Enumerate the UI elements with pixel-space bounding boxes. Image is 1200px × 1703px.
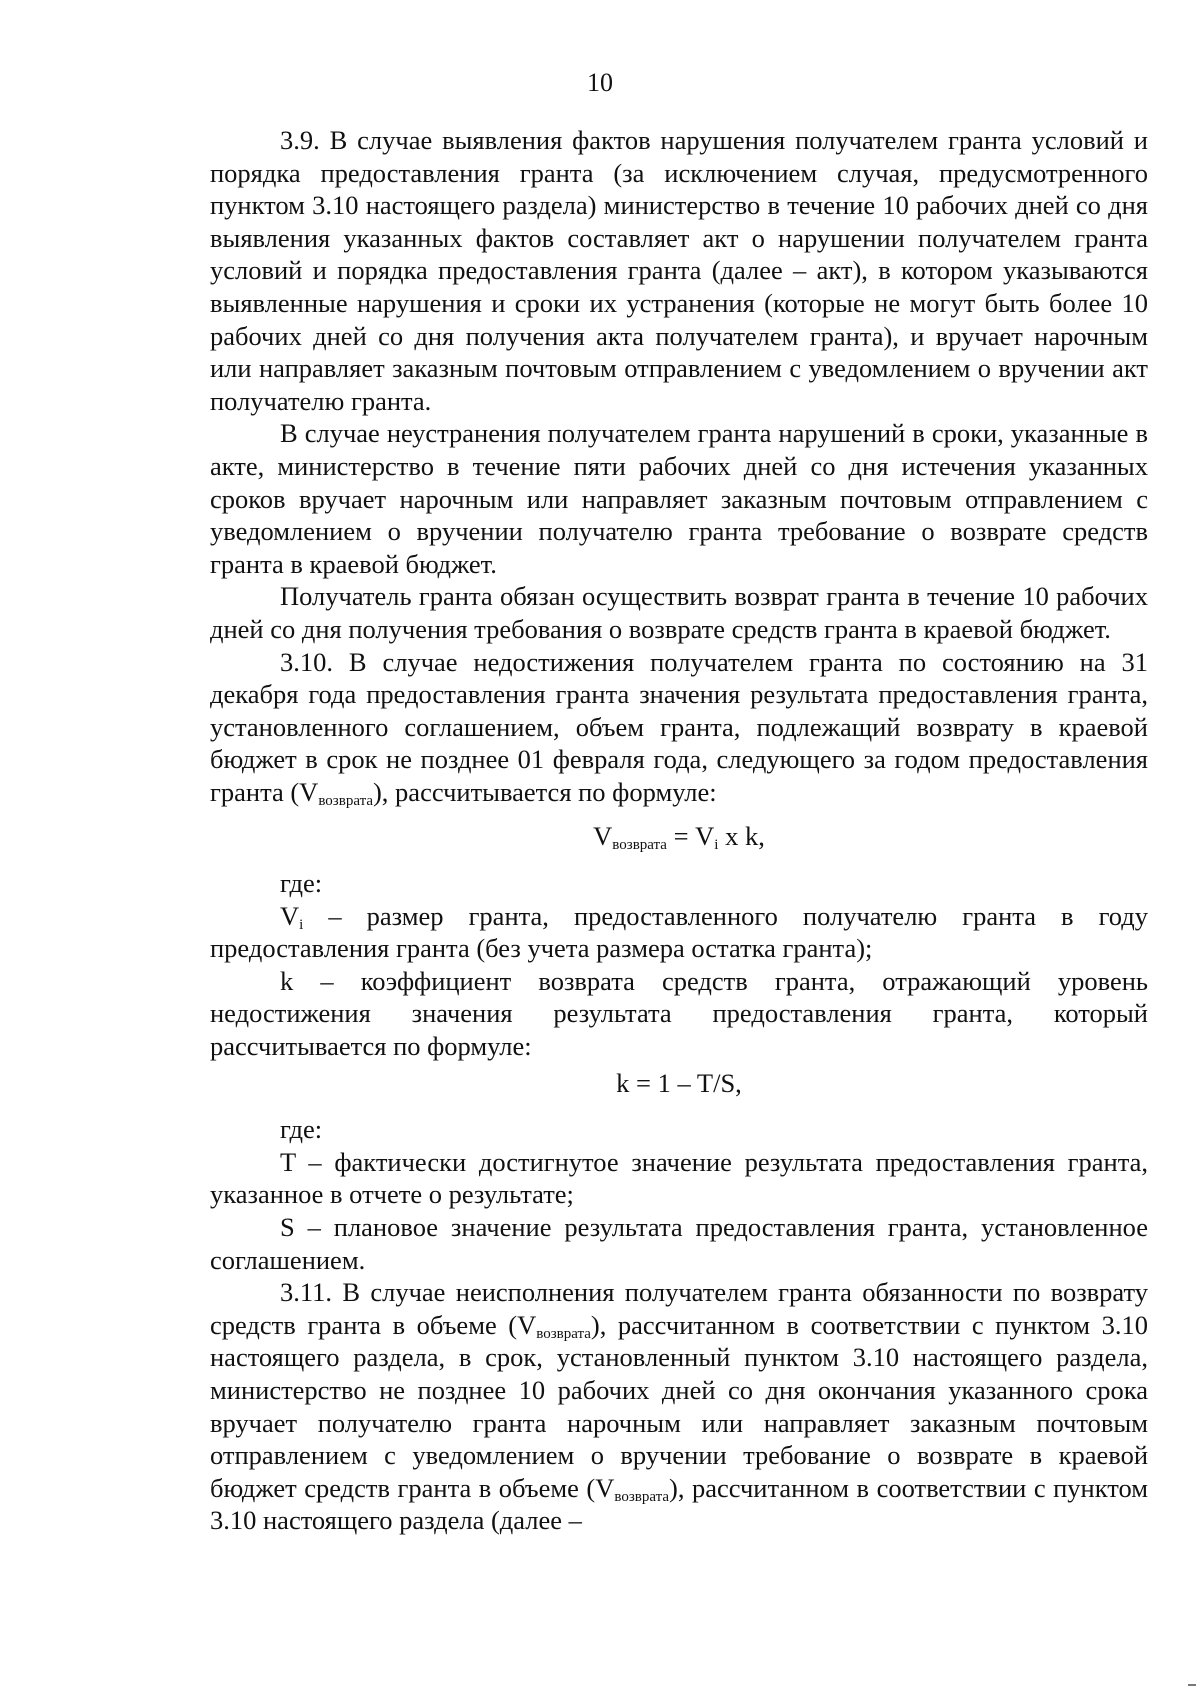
formula-equals-vi: = V	[666, 821, 715, 852]
paragraph-3-9: 3.9. В случае выявления фактов нарушения получателем гранта условий и порядка предоставления гранта (за исключением случая, предусмотренного пунктом 3.10 настоящего раздела) министерство в течение 10 рабочих дней со дня выявления указанных фактов составляет акт о нарушении получателем гранта условий и порядка предоставления гранта (далее – акт), в котором указываются выявленные нарушения и сроки их устранения (которые не могут быть более 10 рабочих дней со дня получения акта получателем гранта), и вручает нарочным или направляет заказным почтовым отправлением с уведомлением о вручении акт получателю гранта.	[210, 125, 1148, 416]
paragraph-3-10-tail: ), рассчитывается по формуле:	[372, 776, 717, 807]
formula-v: V	[593, 821, 613, 852]
subscript-vozvrata-2: возврата	[614, 1488, 669, 1505]
where-label-2: где:	[280, 1114, 323, 1145]
vi-subscript: i	[299, 916, 304, 933]
formula-v-sub: возврата	[612, 837, 667, 854]
paragraph-3-11-part-a: 3.11. В случае неисполнения получателем гранта обязанности по возврату средств гранта в объеме (V	[210, 1277, 1148, 1340]
scan-edge-mark	[1188, 1684, 1196, 1686]
subscript-vozvrata-1: возврата	[536, 1325, 591, 1342]
paragraph-3-10-text: 3.10. В случае недостижения получателем гранта по состоянию на 31 декабря года предоставления гранта значения результата предоставления гранта, установленного соглашением, объем гранта, подлежащий возврату в краевой бюджет в срок не позднее 01 февраля года, следующего за годом предоставления гранта (V	[210, 646, 1148, 807]
formula-vi-sub: i	[714, 837, 719, 854]
vi-definition-text: – размер гранта, предоставленного получателю гранта в году предоставления гранта (без учета размера остатка гранта);	[210, 900, 1148, 964]
document-body	[210, 124, 1148, 1537]
definition-s: S – плановое значение результата предоставления гранта, установленное соглашением.	[210, 1212, 1148, 1275]
definition-k: k – коэффициент возврата средств гранта, отражающий уровень недостижения значения результата предоставления гранта, который рассчитывается по формуле:	[210, 965, 1148, 1062]
formula-k: k = 1 – T/S,	[616, 1067, 742, 1098]
paragraph-3-11-part-c: ), рассчитанном в соответствии с пунктом 3.10 настоящего раздела (далее –	[210, 1472, 1148, 1536]
definition-vi	[210, 900, 1148, 965]
page-number: 10	[587, 68, 613, 97]
paragraph-3-9-second: В случае неустранения получателем гранта нарушений в сроки, указанные в акте, министерство в течение пяти рабочих дней со дня истечения указанных сроков вручает нарочным или направляет заказным почтовым отправлением с уведомлением о вручении получателю гранта требование о возврате средств гранта в краевой бюджет.	[210, 418, 1148, 579]
paragraph-3-11	[210, 1276, 1148, 1537]
paragraph-3-10	[210, 646, 1148, 809]
where-label-1: где:	[280, 868, 323, 899]
definition-t: T – фактически достигнутое значение результата предоставления гранта, указанное в отчете о результате;	[210, 1146, 1148, 1210]
formula-tail: x k,	[718, 821, 765, 852]
paragraph-3-9-third: Получатель гранта обязан осуществить возврат гранта в течение 10 рабочих дней со дня получения требования о возврате средств гранта в краевой бюджет.	[210, 581, 1148, 644]
subscript-vozvrata: возврата	[318, 792, 373, 809]
formula-v-vozvrata	[210, 820, 1148, 853]
paragraph-3-11-part-b: ), рассчитанном в соответствии с пунктом 3.10 настоящего раздела, в срок, установленный пунктом 3.10 настоящего раздела, министерство не позднее 10 рабочих дней со дня окончания указанного срока вручает получателю гранта нарочным или направляет заказным почтовым отправлением с уведомлением о вручении требование о возврате в краевой бюджет средств гранта в объеме (V	[210, 1309, 1148, 1503]
vi-symbol: V	[280, 900, 300, 931]
